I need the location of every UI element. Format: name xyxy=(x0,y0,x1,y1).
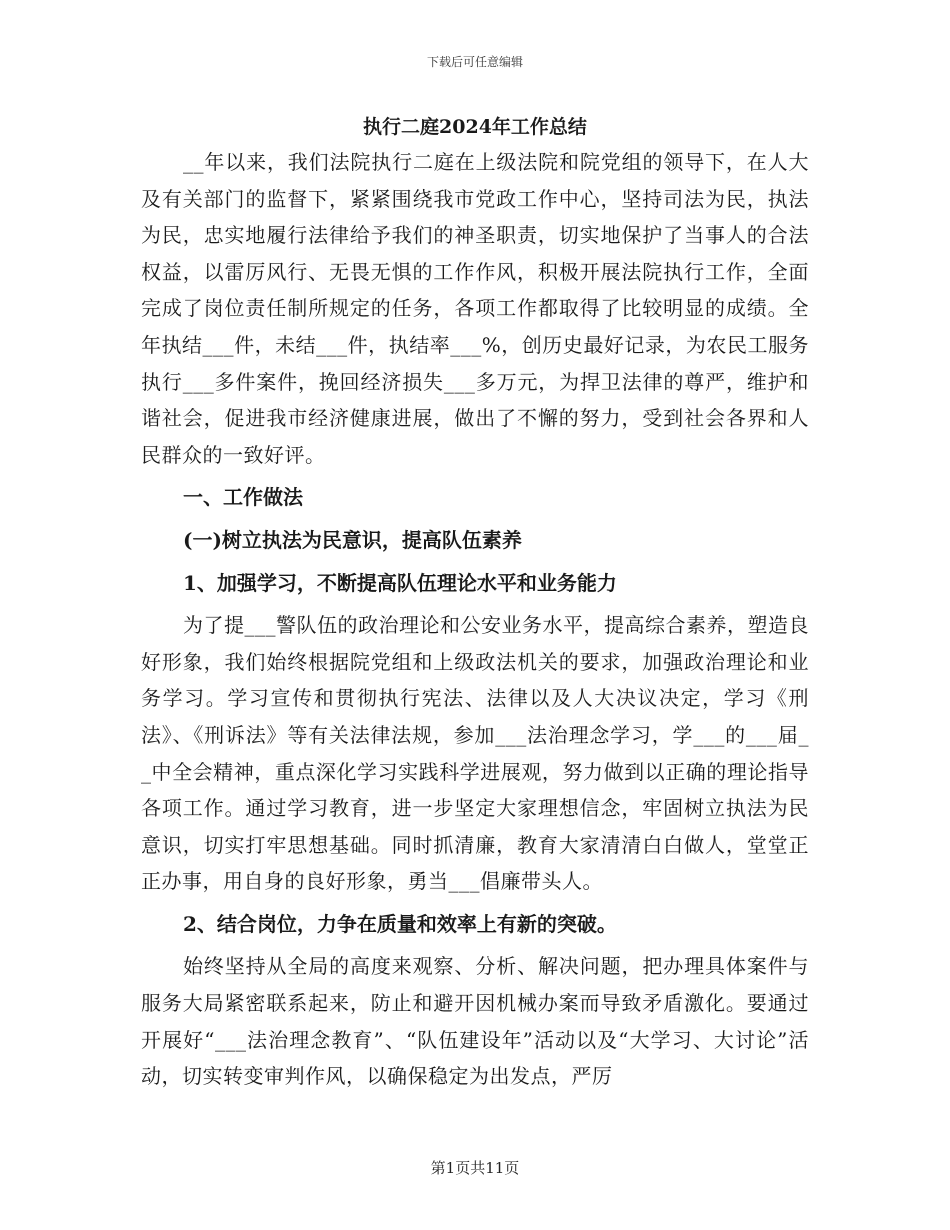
section-heading-work-methods: 一、工作做法 xyxy=(183,485,303,510)
header-note: 下载后可任意编辑 xyxy=(426,55,523,69)
page-footer: 第1页共11页 xyxy=(430,1159,520,1177)
item-heading-post: 2、结合岗位，力争在质量和效率上有新的突破。 xyxy=(183,911,617,936)
document-body xyxy=(141,110,809,1095)
study-paragraph: 为了提___警队伍的政治理论和公安业务水平，提高综合素养，塑造良好形象，我们始终根据院党组和上级政法机关的要求，加强政治理论和业务学习。学习宣传和贯彻执行宪法、法律以及人大决议决定，学习《刑法》、《刑诉法》等有关法律法规，参加___法治理念学习，学___的___届__中全会精神，重点深化学习实践科学进展观，努力做到以正确的理论指导各项工作。通过学习教育，进一步坚定大家理想信念，牢固树立执法为民意识，切实打牢思想基础。同时抓清廉，教育大家清清白白做人，堂堂正正办事，用自身的良好形象，勇当___倡廉带头人。 xyxy=(141,613,809,894)
post-paragraph: 始终坚持从全局的高度来观察、分析、解决问题，把办理具体案件与服务大局紧密联系起来，防止和避开因机械办案而导致矛盾激化。要通过开展好“___法治理念教育”、“队伍建设年”活动以及“大学习、大讨论”活动，切实转变审判作风，以确保稳定为出发点，严厉 xyxy=(141,954,809,1089)
document-title: 执行二庭2024年工作总结 xyxy=(363,116,587,138)
item-heading-study: 1、加强学习，不断提高队伍理论水平和业务能力 xyxy=(183,570,617,595)
subsection-heading-1: (一)树立执法为民意识，提高队伍素养 xyxy=(183,527,522,552)
intro-paragraph: __年以来，我们法院执行二庭在上级法院和院党组的领导下，在人大及有关部门的监督下，紧紧围绕我市党政工作中心，坚持司法为民，执法为民，忠实地履行法律给予我们的神圣职责，切实地保护了当事人的合法权益，以雷厉风行、无畏无惧的工作作风，积极开展法院执行工作，全面完成了岗位责任制所规定的任务，各项工作都取得了比较明显的成绩。全年执结___件，未结___件，执结率___%，创历史最好记录，为农民工服务执行___多件案件，挽回经济损失___多万元，为捍卫法律的尊严，维护和谐社会，促进我市经济健康进展，做出了不懈的努力，受到社会各界和人民群众的一致好评。 xyxy=(141,150,809,467)
